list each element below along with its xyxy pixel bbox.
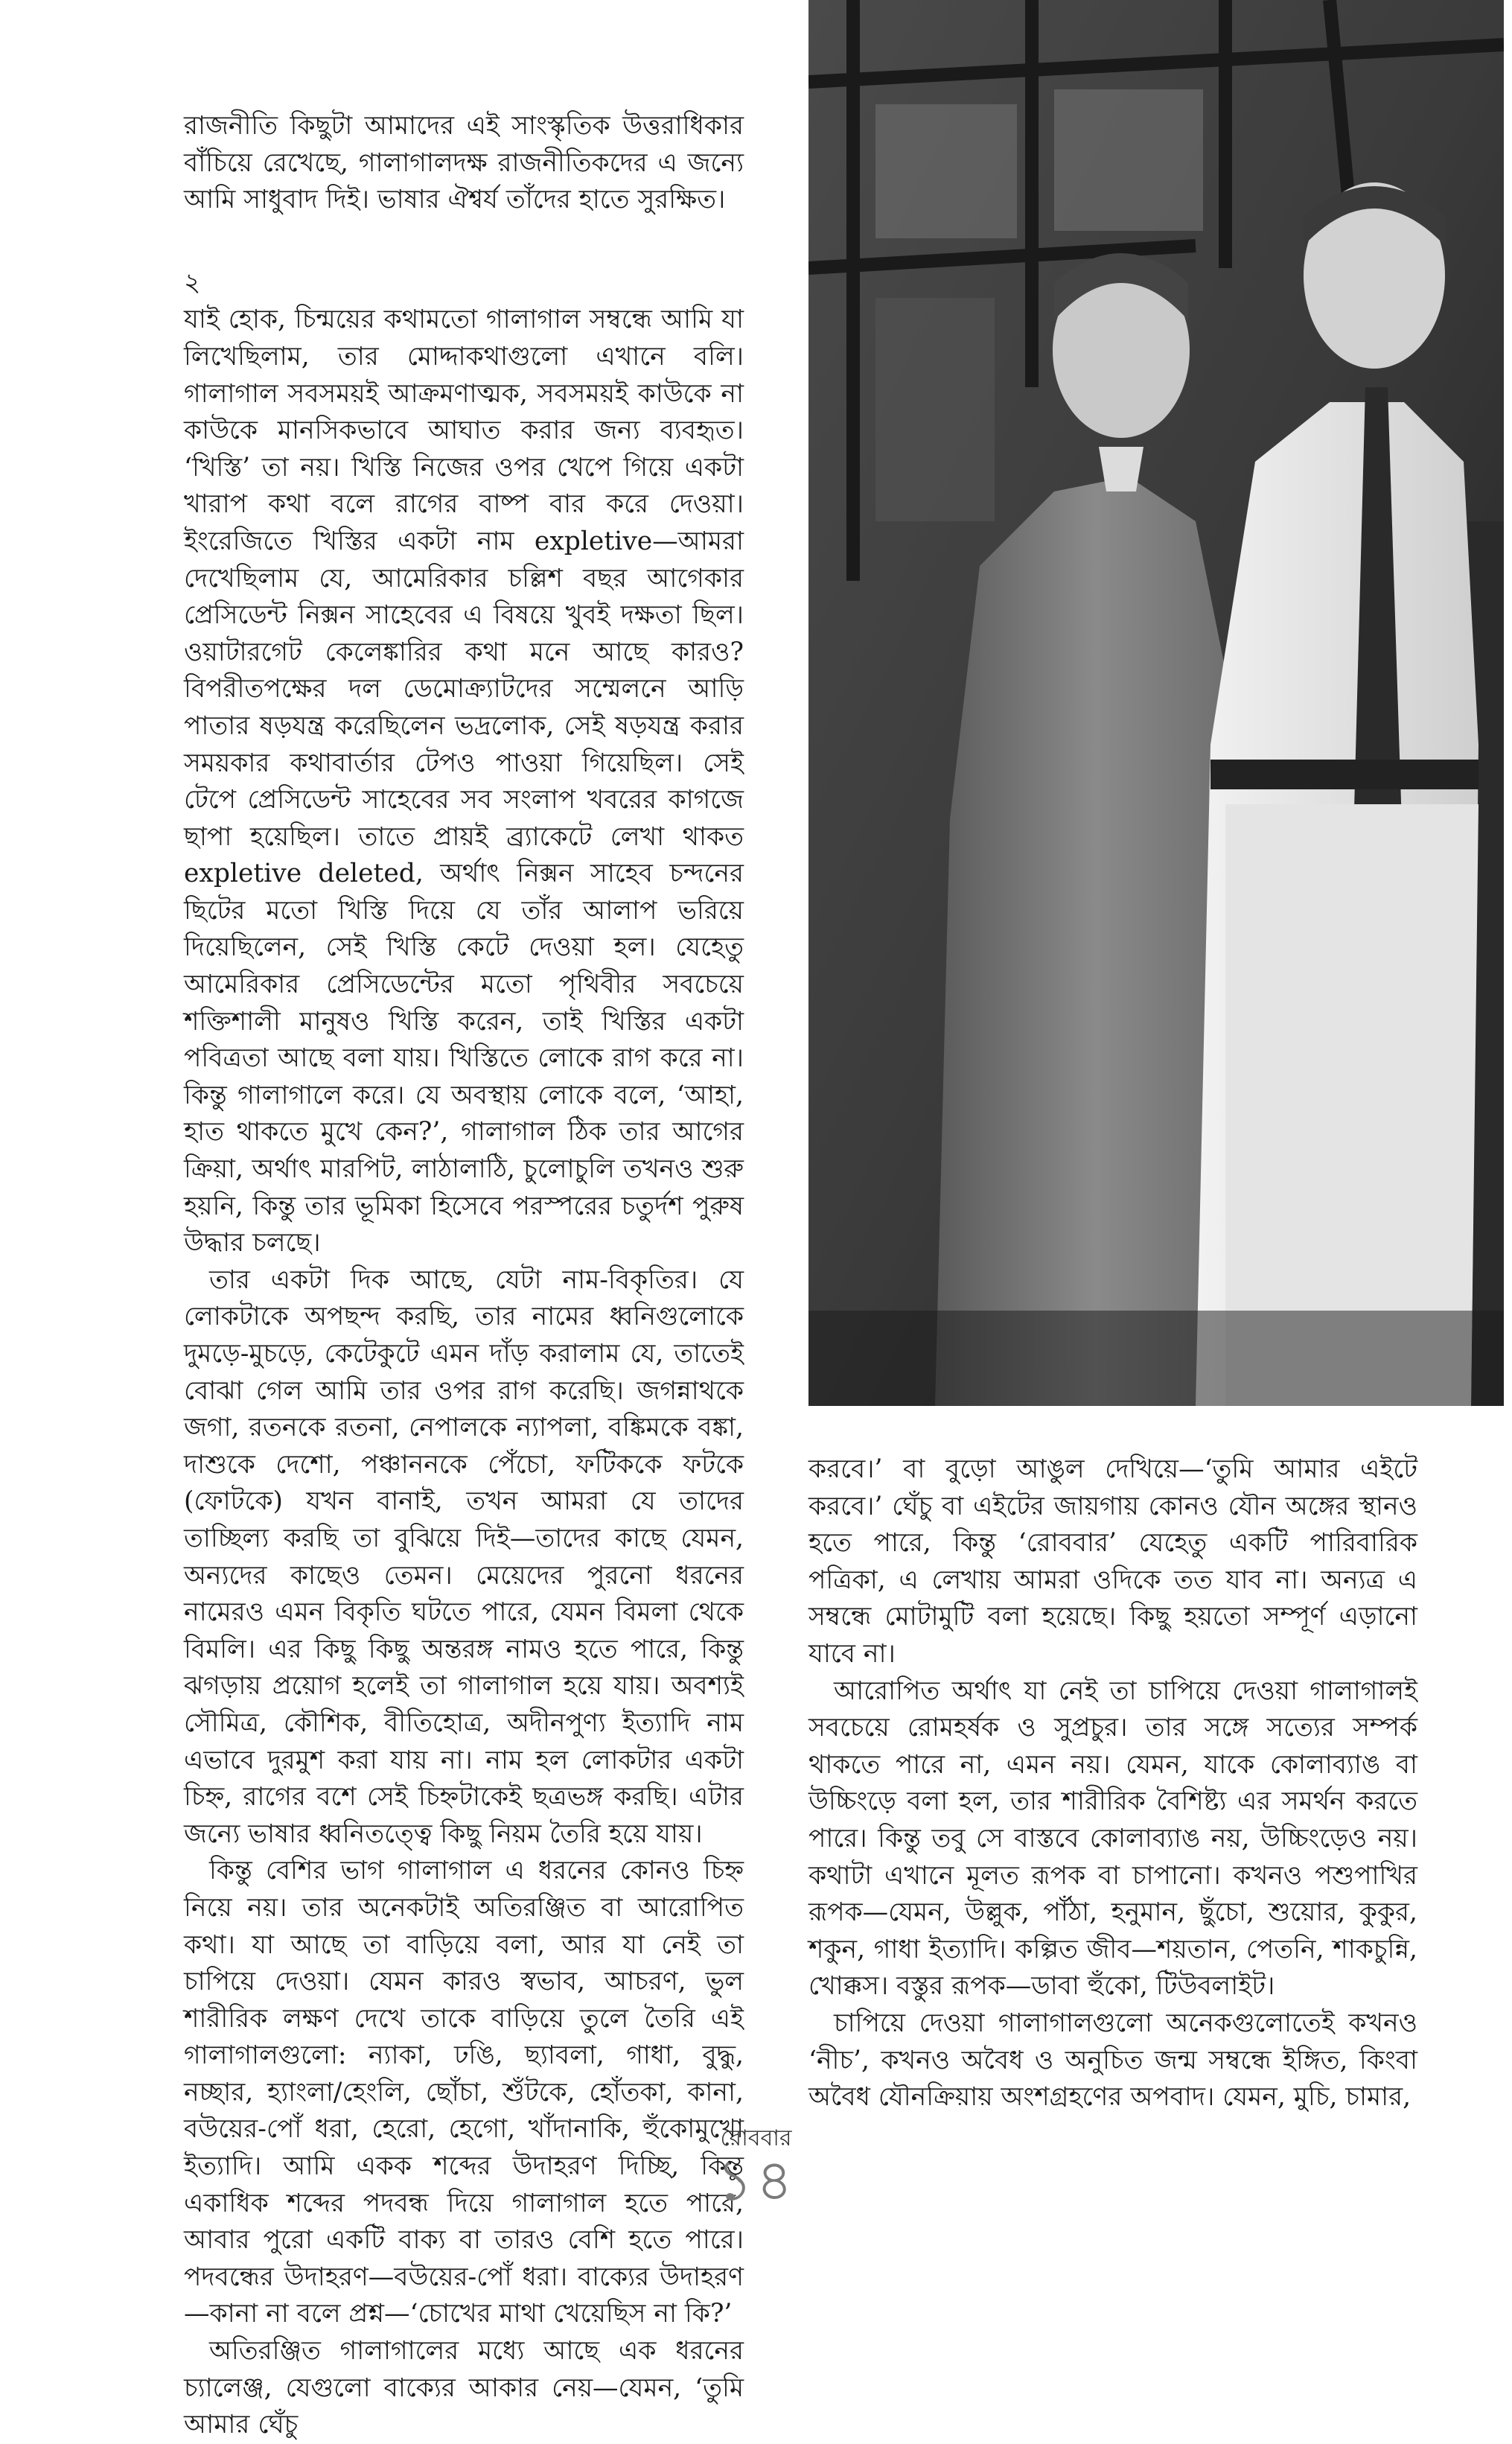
paragraph-continued: করবে।’ বা বুড়ো আঙুল দেখিয়ে—‘তুমি আমার এইটে করবে।’ ঘেঁচু বা এইটের জায়গায় কোনও যৌন অঙ্গের স্থানও হতে পারে, কিন্তু ‘রোববার’ যেহেতু একটি পারিবারিক পত্রিকা, এ লেখায় আমরা ওদিকে তত যাব না। অন্যত্র এ সম্বন্ধে মোটামুটি বলা হয়েছে। কিছু হয়তো সম্পূর্ণ এড়ানো যাবে না। — [808, 1454, 1417, 1669]
film-still-photo — [808, 0, 1504, 1406]
paragraph-body-2: তার একটা দিক আছে, যেটা নাম-বিকৃতির। যে লোকটাকে অপছন্দ করছি, তার নামের ধ্বনিগুলোকে দুমড়ে-মুচড়ে, কেটেকুটে এমন দাঁড় করালাম যে, তাতেই বোঝা গেল আমি তার ওপর রাগ করেছি। জগন্নাথকে জগা, রতনকে রতনা, নেপালকে ন্যাপলা, বঙ্কিমকে বঙ্কা, দাশুকে দেশো, পঞ্চাননকে পেঁচো, ফটিককে ফটকে (ফোটকে) যখন বানাই, তখন আমরা যে তাদের তাচ্ছিল্য করছি তা বুঝিয়ে দিই—তাদের কাছে যেমন, অন্যদের কাছেও তেমন। মেয়েদের পুরনো ধরনের নামেরও এমন বিকৃতি ঘটতে পারে, যেমন বিমলা থেকে বিমলি। এর কিছু কিছু অন্তরঙ্গ নামও হতে পারে, কিন্তু ঝগড়ায় প্রয়োগ হলেই তা গালাগাল হয়ে যায়। অবশ্যই সৌমিত্র, কৌশিক, বীতিহোত্র, অদীনপুণ্য ইত্যাদি নাম এভাবে দুরমুশ করা যায় না। নাম হল লোকটার একটা চিহ্ন, রাগের বশে সেই চিহ্নটাকেই ছত্রভঙ্গ করছি। এটার জন্যে ভাষার ধ্বনিতত্ত্বে কিছু নিয়ম তৈরি হয়ে যায়। — [184, 1264, 744, 1849]
left-text-column — [184, 108, 744, 2444]
paragraph-body-6: চাপিয়ে দেওয়া গালাগালগুলো অনেকগুলোতেই কখনও ‘নীচ’, কখনও অবৈধ ও অনুচিত জন্ম সম্বন্ধে ইঙ্গিত, কিংবা অবৈধ যৌনক্রিয়ায় অংশগ্রহণের অপবাদ। যেমন, মুচি, চামার, — [808, 2008, 1417, 2113]
paragraph-body-1: যাই হোক, চিন্ময়ের কথামতো গালাগাল সম্বন্ধে আমি যা লিখেছিলাম, তার মোদ্দাকথাগুলো এখানে বলি। গালাগাল সবসময়ই আক্রমণাত্মক, সবসময়ই কাউকে না কাউকে মানসিকভাবে আঘাত করার জন্য ব্যবহৃত। ‘খিস্তি’ তা নয়। খিস্তি নিজের ওপর খেপে গিয়ে একটা খারাপ কথা বলে রাগের বাষ্প বার করে দেওয়া। ইংরেজিতে খিস্তির একটা নাম expletive—আমরা দেখেছিলাম যে, আমেরিকার চল্লিশ বছর আগেকার প্রেসিডেন্ট নিক্সন সাহেবের এ বিষয়ে খুবই দক্ষতা ছিল। ওয়াটারগেট কেলেঙ্কারির কথা মনে আছে কারও? বিপরীতপক্ষের দল ডেমোক্র্যাটদের সম্মেলনে আড়ি পাতার ষড়যন্ত্র করেছিলেন ভদ্রলোক, সেই ষড়যন্ত্র করার সময়কার কথাবার্তার টেপও পাওয়া গিয়েছিল। সেই টেপে প্রেসিডেন্ট সাহেবের সব সংলাপ খবরের কাগজে ছাপা হয়েছিল। তাতে প্রায়ই ব্র্যাকেটে লেখা থাকত expletive deleted, অর্থাৎ নিক্সন সাহেব চন্দনের ছিটের মতো খিস্তি দিয়ে যে তাঁর আলাপ ভরিয়ে দিয়েছিলেন, সেই খিস্তি কেটে দেওয়া হল। যেহেতু আমেরিকার প্রেসিডেন্টের মতো পৃথিবীর সবচেয়ে শক্তিশালী মানুষও খিস্তি করেন, তাই খিস্তির একটা পবিত্রতা আছে বলা যায়। খিস্তিতে লোকে রাগ করে না। কিন্তু গালাগালে করে। যে অবস্থায় লোকে বলে, ‘আহা, হাত থাকতে মুখে কেন?’, গালাগাল ঠিক তার আগের ক্রিয়া, অর্থাৎ মারপিট, লাঠালাঠি, চুলোচুলি তখনও শুরু হয়নি, কিন্তু তার ভূমিকা হিসেবে পরস্পরের চতুর্দশ পুরুষ উদ্ধার চলছে। — [184, 305, 744, 1258]
magazine-name: রোববার — [720, 2125, 792, 2151]
paragraph-body-4: অতিরঞ্জিত গালাগালের মধ্যে আছে এক ধরনের চ্যালেঞ্জ, যেগুলো বাক্যের আকার নেয়—যেমন, ‘তুমি আমার ঘেঁচু — [184, 2336, 744, 2440]
black-and-white-film-still-icon — [808, 0, 1504, 1406]
page-footer — [0, 2125, 1512, 2213]
paragraph-intro: রাজনীতি কিছুটা আমাদের এই সাংস্কৃতিক উত্তরাধিকার বাঁচিয়ে রেখেছে, গালাগালদক্ষ রাজনীতিকদের এ জন্যে আমি সাধুবাদ দিই। ভাষার ঐশ্বর্য তাঁদের হাতে সুরক্ষিত। — [184, 111, 744, 215]
section-gap — [184, 219, 744, 265]
paragraph-body-5: আরোপিত অর্থাৎ যা নেই তা চাপিয়ে দেওয়া গালাগালই সবচেয়ে রোমহর্ষক ও সুপ্রচুর। তার সঙ্গে সত্যের সম্পর্ক থাকতে পারে না, এমন নয়। যেমন, যাকে কোলাব্যাঙ বা উচ্চিংড়ে বলা হল, তার শারীরিক বৈশিষ্ট্য এর সমর্থন করতে পারে। কিন্তু তবু সে বাস্তবে কোলাব্যাঙ নয়, উচ্চিংড়েও নয়। কথাটা এখানে মূলত রূপক বা চাপানো। কখনও পশুপাখির রূপক—যেমন, উল্লুক, পাঁঠা, হনুমান, ছুঁচো, শুয়োর, কুকুর, শকুন, গাধা ইত্যাদি। কল্পিত জীব—শয়তান, পেতনি, শাকচুন্নি, খোক্কস। বস্তুর রূপক—ডাবা হুঁকো, টিউবলাইট। — [808, 1676, 1417, 2002]
right-text-column — [808, 1451, 1417, 2116]
paragraph-body-3: কিন্তু বেশির ভাগ গালাগাল এ ধরনের কোনও চিহ্ন নিয়ে নয়। তার অনেকটাই অতিরঞ্জিত বা আরোপিত কথা। যা আছে তা বাড়িয়ে বলা, আর যা নেই তা চাপিয়ে দেওয়া। যেমন কারও স্বভাব, আচরণ, ভুল শারীরিক লক্ষণ দেখে তাকে বাড়িয়ে তুলে তৈরি এই গালাগালগুলো: ন্যাকা, ঢঙি, ছ্যাবলা, গাধা, বুদ্ধু, নচ্ছার, হ্যাংলা/হেংলি, ছোঁচা, শুঁটকে, হোঁতকা, কানা, বউয়ের-পোঁ ধরা, হেরো, হেগো, খাঁদানাকি, হুঁকোমুখো ইত্যাদি। আমি একক শব্দের উদাহরণ দিচ্ছি, কিন্তু একাধিক শব্দের পদবন্ধ দিয়ে গালাগাল হতে পারে, আবার পুরো একটি বাক্য বা তারও বেশি হতে পারে। পদবন্ধের উদাহরণ—বউয়ের-পোঁ ধরা। বাক্যের উদাহরণ—কানা না বলে প্রশ্ন—‘চোখের মাথা খেয়েছিস না কি?’ — [184, 1856, 744, 2329]
section-number: ২ — [184, 267, 201, 298]
page-number: ১৪ — [716, 2147, 796, 2213]
